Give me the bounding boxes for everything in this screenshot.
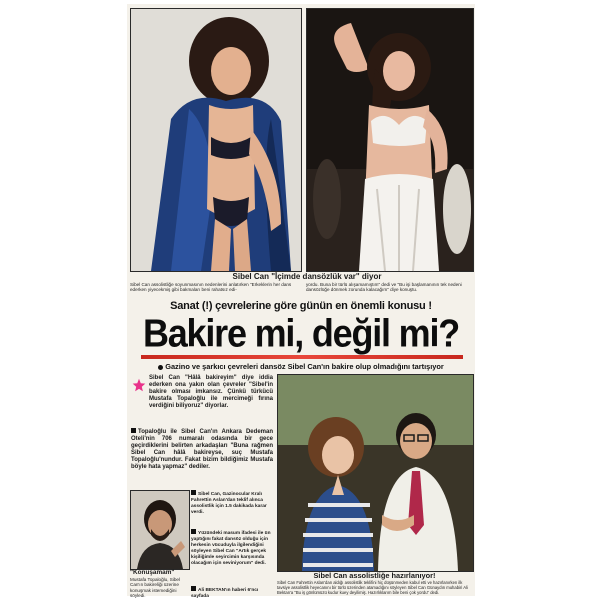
top-photo-caption-text-left: Sibel Can assolistliğe soyunmasının nedenlerini anlatırken "Erkeklerin her dans ederken yiyecekmiş gibi bakmaları beni rahatsız edi- [130, 282, 292, 293]
portrait-caption-text: Mustafa Topaloğlu, Sibel Can'ın bakireliği üzerine konuşmak istemediğini söyledi. [130, 577, 180, 599]
byline [191, 586, 273, 599]
photo-dancer-white-costume [306, 8, 474, 272]
headline-underline [141, 355, 463, 359]
square-bullet-icon [191, 490, 196, 495]
square-bullet-icon [191, 586, 196, 591]
couple-photo-caption-title: Sibel Can assolistliğe hazırlanıyor! [313, 571, 436, 580]
portrait-caption-title: "Konuşamam" [130, 569, 175, 576]
photo-dancer-blue-robe [130, 8, 302, 272]
couple-photo-caption-text: Sibel Can Fahrettin Aslan'dan aldığı assolistlik teklifini hiç düşünmeden kabul etti ve hazırlanırken ilk tavsiye assolistlik heyecanını bir türlü üzerinden atamadığını söyleyen Sibel Can Günaydın muhabiri Ali Bektan'a "Bu iş gönlümüzü kudur kuey deyilimiş. Hazırlıklarım bile beni çok yordu" dedi. [277, 580, 468, 595]
newspaper-page [127, 4, 475, 599]
byline-text: Ali BEKTAN'ın haberi 6'ncı sayfada [191, 588, 259, 599]
article-paragraph-3 [191, 490, 273, 528]
photo-couple [277, 374, 474, 572]
square-bullet-icon [191, 529, 196, 534]
subdeck-text: Gazino ve şarkıcı çevreleri dansöz Sibel Can'ın bakire olup olmadığını tartışıyor [165, 362, 444, 371]
article-paragraph-2 [131, 428, 273, 486]
square-bullet-icon [131, 428, 136, 433]
article-paragraph-2-text: Topaloğlu ile Sibel Can'ın Ankara Dedeman Oteli'nin 706 numaralı odasında bir gece geçirdiklerini belirten arkadaşları "Buna rağmen Sibel Can hâlâ bakireyse, suç Mustafa Topaloğlu'nundur. Fakat bizim bildiğimiz Mustafa böyle hata yapmaz" dediler. [131, 429, 273, 471]
article-paragraph-3-text: Sibel Can, Gazinocular Kralı Fahrettin Aslan'dan teklif alınca assolistlik için 1.5 dakikada karar verdi. [191, 492, 267, 515]
article-paragraph-4 [191, 529, 273, 585]
subdeck-bullet-icon [158, 365, 163, 370]
top-photo-caption-title: Sibel Can "İçimde dansözlük var" diyor [232, 272, 382, 281]
photo-portrait-man [130, 490, 190, 570]
top-photo-caption-text-right: yordu. Buna bir türlü alışamamıştım" dedi ve "Bu işi başlamanının tek nedeni dansözlüğe dönmek zorunda kalacağım" diye konuştu. [306, 282, 462, 293]
article-paragraph-4-text: Yüzündeki masum ifadesi ile ün yaptığını fakat dansöz olduğu için herkesin vücuduyla ilgilendiğini söyleyen Sibel Can "Artık gerçek kişiliğimle seyircimin karşısında olacağım için seviniyorum" dedi. [191, 531, 271, 566]
pink-star-icon [132, 378, 146, 392]
kicker-line: Sanat (!) çevrelerine göre günün en önemli konusu ! [170, 300, 432, 312]
subdeck [127, 362, 475, 371]
article-paragraph-1: Sibel Can "Hâlâ bakireyim" diye iddia ederken ona yakın olan çevreler "Sibel'in bakire olması imkansız. Çünkü türkücü Mustafa Topaloğlu ile mercimeği fırına verdiğini biliyoruz" diyorlar. [149, 375, 273, 410]
headline: Bakire mi, değil mi? [142, 311, 460, 356]
